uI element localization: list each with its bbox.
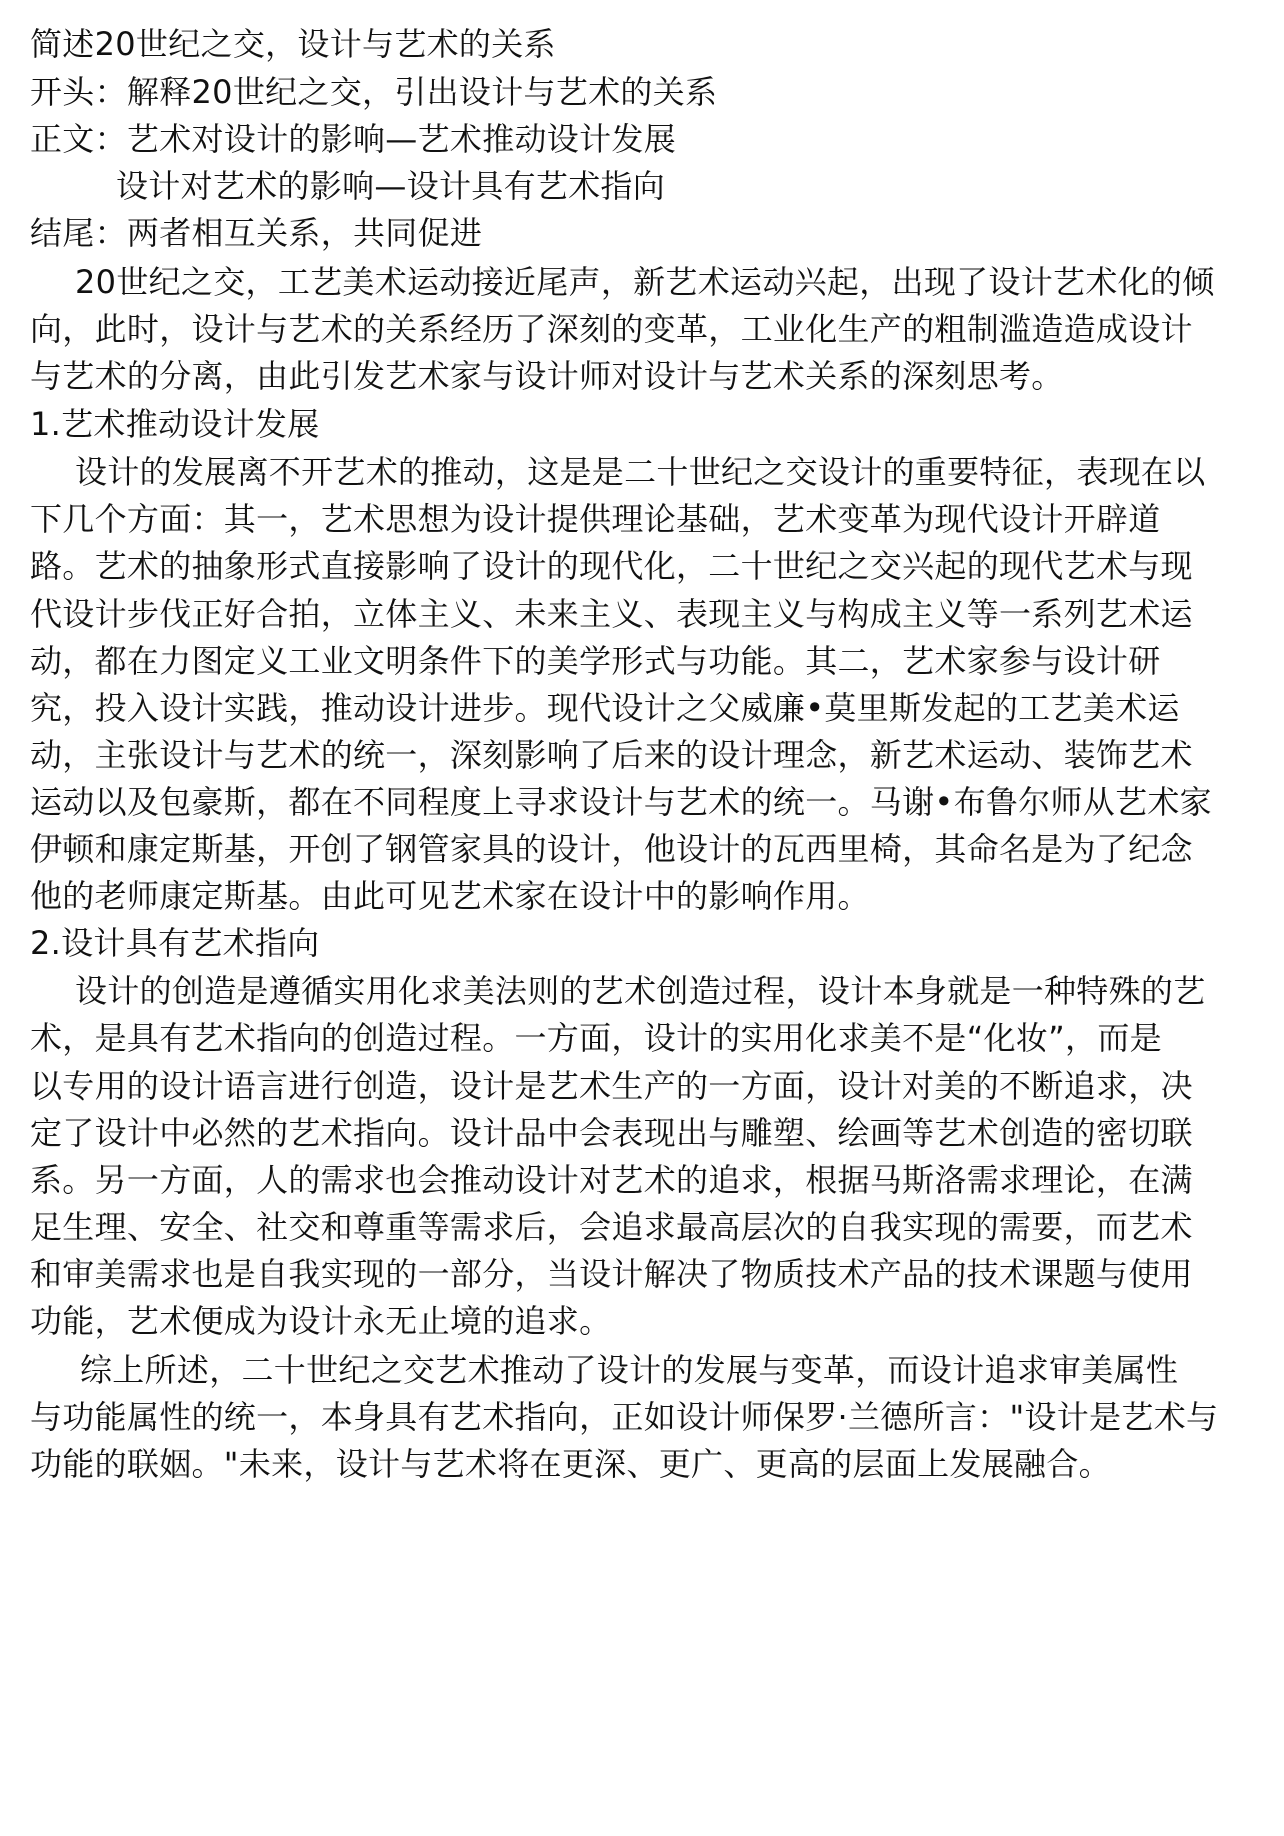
- paragraph-line: 以专用的设计语言进行创造，设计是艺术生产的一方面，设计对美的不断追求，决: [30, 1067, 1193, 1105]
- outline-title: 简述20世纪之交，设计与艺术的关系: [30, 25, 556, 63]
- paragraph-line: 路。艺术的抽象形式直接影响了设计的现代化，二十世纪之交兴起的现代艺术与现: [30, 547, 1193, 585]
- paragraph-line: 究，投入设计实践，推动设计进步。现代设计之父威廉•莫里斯发起的工艺美术运: [30, 689, 1180, 727]
- outline-ending: 结尾：两者相互关系，共同促进: [30, 214, 483, 252]
- paragraph-line: 向，此时，设计与艺术的关系经历了深刻的变革，工业化生产的粗制滥造造成设计: [30, 310, 1193, 348]
- paragraph-line: 功能，艺术便成为设计永无止境的追求。: [30, 1302, 612, 1340]
- paragraph-line: 与功能属性的统一，本身具有艺术指向，正如设计师保罗·兰德所言："设计是艺术与: [30, 1398, 1219, 1436]
- paragraph-line: 动，主张设计与艺术的统一，深刻影响了后来的设计理念，新艺术运动、装饰艺术: [30, 736, 1193, 774]
- paragraph-line: 20世纪之交，工艺美术运动接近尾声，新艺术运动兴起，出现了设计艺术化的倾: [75, 263, 1215, 301]
- paragraph-line: 和审美需求也是自我实现的一部分，当设计解决了物质技术产品的技术课题与使用: [30, 1255, 1193, 1293]
- paragraph-line: 他的老师康定斯基。由此可见艺术家在设计中的影响作用。: [30, 877, 870, 915]
- outline-intro: 开头：解释20世纪之交，引出设计与艺术的关系: [30, 73, 718, 111]
- paragraph-line: 下几个方面：其一，艺术思想为设计提供理论基础，艺术变革为现代设计开辟道: [30, 500, 1161, 538]
- paragraph-line: 运动以及包豪斯，都在不同程度上寻求设计与艺术的统一。马谢•布鲁尔师从艺术家: [30, 783, 1212, 821]
- section-heading: 2.设计具有艺术指向: [30, 924, 320, 962]
- paragraph-line: 足生理、安全、社交和尊重等需求后，会追求最高层次的自我实现的需要，而艺术: [30, 1208, 1193, 1246]
- section-heading: 1.艺术推动设计发展: [30, 405, 320, 443]
- paragraph-line: 综上所述，二十世纪之交艺术推动了设计的发展与变革，而设计追求审美属性: [80, 1351, 1179, 1389]
- outline-body-2: 设计对艺术的影响—设计具有艺术指向: [116, 167, 666, 205]
- paragraph-line: 系。另一方面，人的需求也会推动设计对艺术的追求，根据马斯洛需求理论，在满: [30, 1161, 1193, 1199]
- paragraph-line: 术，是具有艺术指向的创造过程。一方面，设计的实用化求美不是“化妆”，而是: [30, 1019, 1162, 1057]
- paragraph-line: 伊顿和康定斯基，开创了钢管家具的设计，他设计的瓦西里椅，其命名是为了纪念: [30, 830, 1193, 868]
- outline-body-1: 正文：艺术对设计的影响—艺术推动设计发展: [30, 120, 677, 158]
- paragraph-line: 设计的创造是遵循实用化求美法则的艺术创造过程，设计本身就是一种特殊的艺: [75, 972, 1206, 1010]
- paragraph-line: 与艺术的分离，由此引发艺术家与设计师对设计与艺术关系的深刻思考。: [30, 357, 1064, 395]
- paragraph-line: 代设计步伐正好合拍，立体主义、未来主义、表现主义与构成主义等一系列艺术运: [30, 595, 1193, 633]
- paragraph-line: 动，都在力图定义工业文明条件下的美学形式与功能。其二，艺术家参与设计研: [30, 642, 1161, 680]
- paragraph-line: 功能的联姻。"未来，设计与艺术将在更深、更广、更高的层面上发展融合。: [30, 1445, 1111, 1483]
- paragraph-line: 设计的发展离不开艺术的推动，这是是二十世纪之交设计的重要特征，表现在以: [75, 453, 1206, 491]
- paragraph-line: 定了设计中必然的艺术指向。设计品中会表现出与雕塑、绘画等艺术创造的密切联: [30, 1114, 1193, 1152]
